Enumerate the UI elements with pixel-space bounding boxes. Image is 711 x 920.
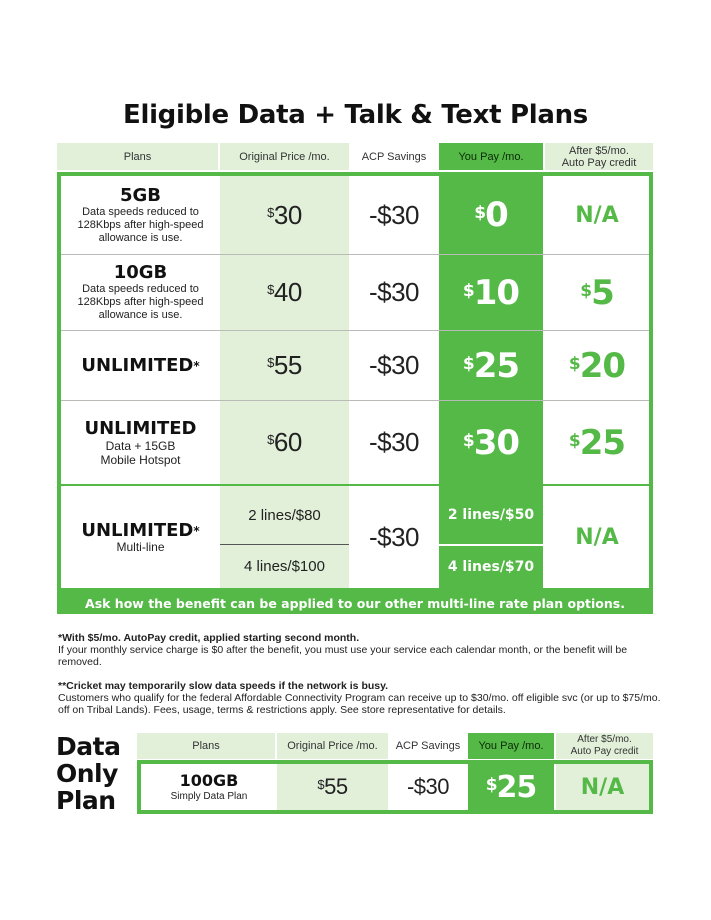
acp-savings-unlimited: -$30 xyxy=(368,350,420,380)
after-autopay-unlimited-hotspot xyxy=(545,401,649,484)
original-price-unlimited-hotspot xyxy=(220,401,349,484)
plan-desc: Simply Data Plan xyxy=(170,790,248,802)
you-pay-unlimited xyxy=(439,331,543,400)
currency-symbol: $ xyxy=(267,204,274,220)
footnote-autopay-text: If your monthly service charge is $0 after the benefit, you must use your service each calendar month, or the benefit will be removed. xyxy=(58,644,628,668)
after-autopay-5gb: N/A xyxy=(575,202,619,228)
currency-symbol: $ xyxy=(568,430,580,451)
currency-symbol: $ xyxy=(462,430,474,451)
header-acp-savings: ACP Savings xyxy=(351,143,437,170)
footnote-acp-title: **Cricket may temporarily slow data speeds if the network is busy. xyxy=(58,680,389,692)
data-header-original-price: Original Price /mo. xyxy=(277,733,388,759)
plan-name: 5GB xyxy=(119,184,162,206)
currency-symbol: $ xyxy=(317,776,325,792)
data-original-price xyxy=(277,764,388,810)
asterisk: * xyxy=(193,358,200,373)
plan-desc-line3: allowance is use. xyxy=(98,231,183,244)
plan-cell-multiline xyxy=(61,486,220,588)
currency-symbol: $ xyxy=(267,355,274,370)
you-pay-unlimited-hotspot xyxy=(439,401,543,484)
header-after-line1: After $5/mo. xyxy=(569,144,629,157)
plan-desc-line2: 128Kbps after high-speed xyxy=(77,296,204,308)
price-value: 60 xyxy=(273,427,302,457)
acp-savings-5gb: -$30 xyxy=(368,199,420,230)
data-header-acp-savings: ACP Savings xyxy=(390,733,466,759)
plan-desc-line2: 128Kbps after high-speed xyxy=(77,218,204,231)
after-autopay-10gb xyxy=(545,255,649,330)
data-plan-cell xyxy=(141,764,277,810)
data-header-plans: Plans xyxy=(137,733,275,759)
after-value: 25 xyxy=(579,422,626,463)
currency-symbol: $ xyxy=(568,353,580,374)
you-pay-4-lines: 4 lines/$70 xyxy=(447,559,535,575)
header-after-line2: Auto Pay credit xyxy=(570,746,639,757)
plan-desc-line2: Mobile Hotspot xyxy=(100,452,181,467)
page-title: Eligible Data + Talk & Text Plans xyxy=(123,100,588,130)
plan-name: UNLIMITED xyxy=(81,354,194,376)
header-after-line1: After $5/mo. xyxy=(577,734,632,745)
pay-value: 25 xyxy=(496,769,537,805)
pay-value: 30 xyxy=(473,422,520,463)
after-autopay-unlimited xyxy=(545,331,649,400)
plan-desc-line1: Data + 15GB xyxy=(105,438,176,453)
you-pay-5gb xyxy=(439,176,543,254)
header-plans: Plans xyxy=(57,143,218,170)
currency-symbol: $ xyxy=(267,282,274,297)
price-value: 55 xyxy=(324,774,348,799)
plan-cell-10gb xyxy=(61,255,220,330)
you-pay-2-lines: 2 lines/$50 xyxy=(447,507,535,523)
after-value: 20 xyxy=(579,345,626,386)
data-you-pay xyxy=(468,764,554,810)
after-autopay-multiline: N/A xyxy=(575,524,619,550)
plan-desc-line1: Data speeds reduced to xyxy=(82,283,199,295)
info-banner: Ask how the benefit can be applied to our other multi-line rate plan options. xyxy=(57,592,653,614)
plan-desc-line3: allowance is use. xyxy=(98,309,183,321)
header-after-autopay xyxy=(545,143,653,170)
original-price-10gb xyxy=(220,255,349,330)
data-only-title-line2: Only xyxy=(56,759,118,788)
footnote-acp xyxy=(58,680,668,716)
acp-savings-unlimited-hotspot: -$30 xyxy=(368,427,420,457)
plan-cell-unlimited xyxy=(61,331,220,400)
currency-symbol: $ xyxy=(485,775,497,795)
data-header-after-autopay xyxy=(556,733,653,759)
plan-desc: Multi-line xyxy=(116,539,165,554)
data-only-title xyxy=(56,733,120,814)
pay-value: 0 xyxy=(485,195,508,235)
data-acp-savings: -$30 xyxy=(406,774,450,799)
original-price-unlimited xyxy=(220,331,349,400)
acp-savings-multiline: -$30 xyxy=(368,521,420,552)
original-price-4-lines: 4 lines/$100 xyxy=(244,558,325,575)
after-value: 5 xyxy=(591,272,614,313)
plan-name: 10GB xyxy=(113,262,168,283)
header-original-price: Original Price /mo. xyxy=(220,143,349,170)
asterisk: * xyxy=(193,523,200,538)
currency-symbol: $ xyxy=(462,353,474,374)
acp-savings-10gb: -$30 xyxy=(368,277,420,307)
currency-symbol: $ xyxy=(580,280,592,301)
currency-symbol: $ xyxy=(474,203,486,223)
you-pay-10gb xyxy=(439,255,543,330)
plan-name: UNLIMITED xyxy=(84,417,197,439)
data-after-autopay: N/A xyxy=(580,774,625,800)
plan-desc-line1: Data speeds reduced to xyxy=(82,205,199,218)
price-value: 30 xyxy=(273,199,302,230)
footnote-acp-text: Customers who qualify for the federal Affordable Connectivity Program can receive up to $30/mo. off eligible svc (or up to $75/mo. off on Tribal Lands). Fees, usage, terms & restrictions apply. See store representative for details. xyxy=(58,692,661,716)
plan-cell-5gb xyxy=(61,176,220,254)
footnote-autopay-title: *With $5/mo. AutoPay credit, applied starting second month. xyxy=(58,632,360,644)
pay-value: 25 xyxy=(473,345,520,386)
footnote-autopay xyxy=(58,632,668,668)
header-after-line2: Auto Pay credit xyxy=(561,156,637,169)
price-value: 40 xyxy=(273,277,302,307)
data-only-title-line1: Data xyxy=(56,732,121,761)
original-price-5gb xyxy=(220,176,349,254)
plan-name: UNLIMITED xyxy=(81,519,194,541)
data-header-you-pay: You Pay /mo. xyxy=(468,733,554,759)
original-price-2-lines: 2 lines/$80 xyxy=(248,506,321,524)
pay-value: 10 xyxy=(473,272,520,313)
currency-symbol: $ xyxy=(462,280,474,301)
plan-name: 100GB xyxy=(179,770,239,790)
data-only-title-line3: Plan xyxy=(56,786,116,815)
price-value: 55 xyxy=(273,350,302,380)
plan-cell-unlimited-hotspot xyxy=(61,401,220,484)
currency-symbol: $ xyxy=(267,432,274,447)
header-you-pay: You Pay /mo. xyxy=(439,143,543,170)
